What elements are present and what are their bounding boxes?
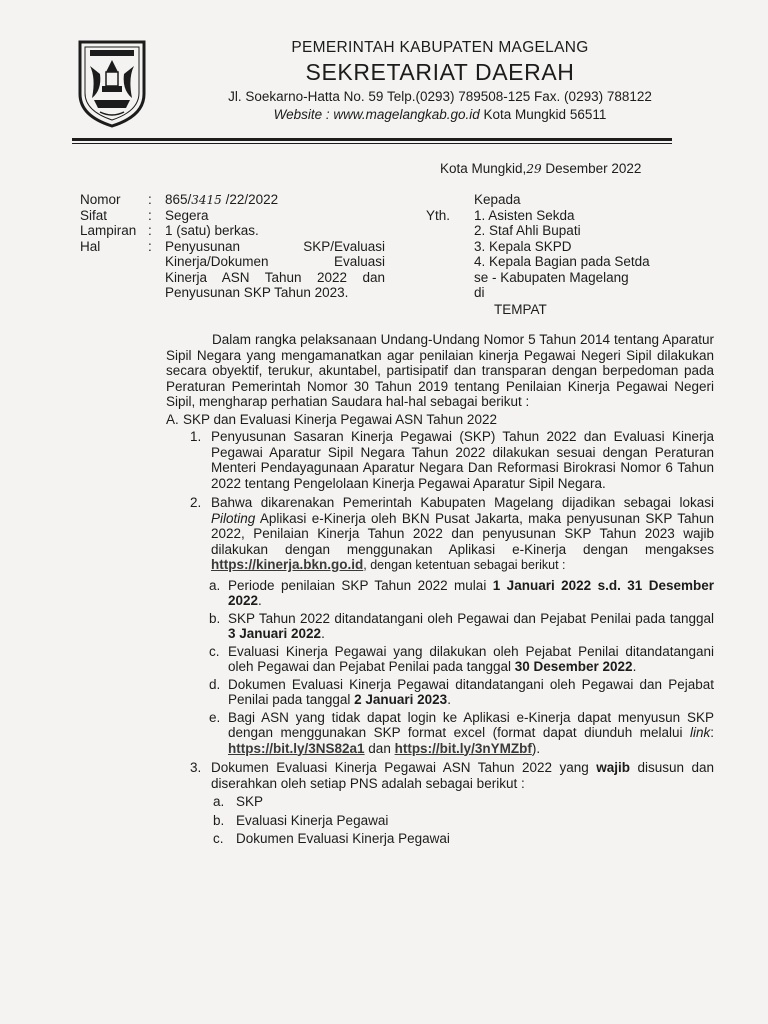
list-item: 3. Dokumen Evaluasi Kinerja Pegawai ASN Tahun 2022 yang wajib disusun dan diserahkan oleh setiap PNS adalah sebagai berikut : xyxy=(190,760,714,791)
intro-paragraph: Dalam rangka pelaksanaan Undang-Undang Nomor 5 Tahun 2014 tentang Aparatur Sipil Negara yang mengamanatkan agar penilaian kinerja Pegawai Negeri Sipil dilakukan secara obyektif, terukur, akuntabel, partisipatif dan transparan dengan berpedoman pada Peraturan Pemerintah Nomor 30 Tahun 2019 tentang Penilaian Kinerja Pegawai Negeri Sipil, mengharap perhatian Saudara hal-hal sebagai berikut : xyxy=(166,332,714,409)
yth-label: Yth. xyxy=(426,207,451,223)
excel-link-2[interactable]: https://bit.ly/3nYMZbf xyxy=(394,740,532,756)
meta-hal-value: Penyusunan SKP/Evaluasi Kinerja/Dokumen Evaluasi Kinerja ASN Tahun 2022 dan Penyusunan SKP Tahun 2023. xyxy=(165,238,385,300)
letter-page: PEMERINTAH KABUPATEN MAGELANG SEKRETARIAT DAERAH Jl. Soekarno-Hatta No. 59 Telp.(0293) 789508-125 Fax. (0293) 788122 Website : www.magelangkab.go.id Kota Mungkid 56511 Kota Mungkid,29 Desember 2022 Nomor : 865/3415 /22/2022 Sifat : Segera Lampiran : 1 (satu) berkas. Hal : Penyusunan SKP/Evaluasi Kinerja/Dokumen Evaluasi Kinerja ASN Tahun 2022 dan Penyusunan SKP Tahun 2023. Kepada Yth. 1. Asisten Sekda 2. Staf Ahli Bupati 3. Kepala SKPD 4. Kepala Bagian pada Setda se - Kabupaten Magelang di TEMPAT Dalam rangka pelaksanaan Undang-Undang Nomor 5 Tahun 2014 tentang Aparatur Sipil Negara yang mengamanatkan agar penilaian kinerja Pegawai Negeri Sipil dilakukan secara obyektif, terukur, akuntabel, partisipatif dan transparan dengan berpedoman pada Peraturan Pemerintah Nomor 30 Tahun 2019 tentang Penilaian Kinerja Pegawai Negeri Sipil, mengharap perhatian Saudara hal-hal sebagai berikut : A. SKP dan Evaluasi Kinerja Pegawai ASN Tahun 2022 1. Penyusunan Sasaran Kinerja Pegawai (SKP) Tahun 2022 dan Evaluasi Kinerja Pegawai Aparatur Sipil Negara Tahun 2022 dilakukan sesuai dengan Peraturan Menteri Pendayagunaan Aparatur Negara Dan Reformasi Birokrasi Nomor 6 Tahun 2022 tentang Pengelolaan Kinerja Pegawai Aparatur Sipil Negara. 2. Bahwa dikarenakan Pemerintah Kabupaten Magelang dijadikan sebagai lokasi Piloting Aplikasi e-Kinerja oleh BKN Pusat Jakarta, maka penyusunan SKP Tahun 2022, Penilaian Kinerja Tahun 2022 dan penyusunan SKP Tahun 2023 wajib dilakukan dengan menggunakan Aplikasi e-Kinerja dengan mengakses https://kinerja.bkn.go.id, dengan ketentuan sebagai berikut : a. Periode penilaian SKP Tahun 2022 mulai 1 Januari 2022 s.d. 31 Desember 2022. b. SKP Tahun 2022 ditandatangani oleh Pegawai dan Pejabat Penilai pada tanggal 3 Januari 2022. c. Evaluasi Kinerja Pegawai yang dilakukan oleh Pejabat Penilai ditandatangani oleh Pegawai dan Pejabat Penilai pada tanggal 30 Desember 2022. d. Dokumen Evaluasi Kinerja Pegawai ditandatangani oleh Pegawai dan Pejabat Penilai pada tanggal 2 Januari 2023. e. Bagi ASN yang tidak dapat login ke Aplikasi e-Kinerja dapat menyusun SKP dengan menggunakan SKP format excel (format dapat diunduh melalui link: https://bit.ly/3NS82a1 dan https://bit.ly/3nYMZbf). 3. Dokumen Evaluasi Kinerja Pegawai ASN Tahun 2022 yang wajib disusun dan diserahkan oleh setiap PNS adalah sebagai berikut : a. SKP b. Evaluasi Kinerja Pegawai c. Dokumen Evaluasi Kinerja Pegawai xyxy=(0,0,768,1024)
document-list-item: a. SKP xyxy=(213,794,264,809)
letterhead-rule-thick xyxy=(72,138,672,141)
section-a-heading: A. SKP dan Evaluasi Kinerja Pegawai ASN Tahun 2022 xyxy=(166,411,497,427)
website-city: Kota Mungkid 56511 xyxy=(479,107,607,122)
document-list-item: c. Dokumen Evaluasi Kinerja Pegawai xyxy=(213,831,450,846)
list-item: 1. Penyusunan Sasaran Kinerja Pegawai (SKP) Tahun 2022 dan Evaluasi Kinerja Pegawai Aparatur Sipil Negara Tahun 2022 dilakukan sesuai dengan Peraturan Menteri Pendayagunaan Aparatur Negara Dan Reformasi Birokrasi Nomor 6 Tahun 2022 tentang Pengelolaan Kinerja Pegawai Aparatur Sipil Negara. xyxy=(190,429,714,491)
document-list-item: b. Evaluasi Kinerja Pegawai xyxy=(213,812,389,828)
office-website-line xyxy=(160,106,720,124)
sub-item: b. SKP Tahun 2022 ditandatangani oleh Pegawai dan Pejabat Penilai pada tanggal 3 Januari 2022. xyxy=(209,610,714,641)
sub-item: d. Dokumen Evaluasi Kinerja Pegawai ditandatangani oleh Pegawai dan Pejabat Penilai pada tanggal 2 Januari 2023. xyxy=(209,676,714,707)
recipient-region: se - Kabupaten Magelang xyxy=(474,269,629,285)
letterhead xyxy=(160,38,720,124)
recipient-item: 1. Asisten Sekda xyxy=(474,207,575,223)
recipient-item: 3. Kepala SKPD xyxy=(474,238,572,254)
sub-item: a. Periode penilaian SKP Tahun 2022 mulai 1 Januari 2022 s.d. 31 Desember 2022. xyxy=(209,577,715,608)
magelang-coat-of-arms-logo xyxy=(76,38,148,130)
letter-date: Kota Mungkid,29 Desember 2022 xyxy=(440,161,642,176)
letter-body xyxy=(166,332,714,847)
recipient-di: di xyxy=(474,285,485,300)
sub-item: e. Bagi ASN yang tidak dapat login ke Aplikasi e-Kinerja dapat menyusun SKP dengan menggunakan SKP format excel (format dapat diunduh melalui link: https://bit.ly/3NS82a1 dan https://bit.ly/3nYMZbf). xyxy=(209,709,714,756)
ekinerja-link[interactable]: https://kinerja.bkn.go.id xyxy=(211,557,364,572)
website-text: Website : www.magelangkab.go.id xyxy=(273,107,480,122)
office-name: SEKRETARIAT DAERAH xyxy=(305,59,575,85)
list-item: 2. Bahwa dikarenakan Pemerintah Kabupaten Magelang dijadikan sebagai lokasi Piloting Aplikasi e-Kinerja oleh BKN Pusat Jakarta, maka penyusunan SKP Tahun 2022, Penilaian Kinerja Tahun 2022 dan penyusunan SKP Tahun 2023 wajib dilakukan dengan menggunakan Aplikasi e-Kinerja dengan mengakses https://kinerja.bkn.go.id, dengan ketentuan sebagai berikut : xyxy=(190,495,714,572)
recipient-block: Kepada Yth. 1. Asisten Sekda 2. Staf Ahli Bupati 3. Kepala SKPD 4. Kepala Bagian pada Setda se - Kabupaten Magelang di TEMPAT xyxy=(426,192,650,317)
sub-item: c. Evaluasi Kinerja Pegawai yang dilakukan oleh Pejabat Penilai ditandatangani oleh Pegawai dan Pejabat Penilai pada tanggal 30 Desember 2022. xyxy=(209,643,714,674)
excel-link-1[interactable]: https://bit.ly/3NS82a1 xyxy=(228,740,365,756)
recipient-item: 2. Staf Ahli Bupati xyxy=(474,223,581,238)
recipient-tempat: TEMPAT xyxy=(494,301,547,317)
recipient-item: 4. Kepala Bagian pada Setda xyxy=(474,254,650,269)
office-address: Jl. Soekarno-Hatta No. 59 Telp.(0293) 789508-125 Fax. (0293) 788122 xyxy=(228,89,652,104)
handwritten-day: 29 xyxy=(526,162,542,176)
letterhead-rule-thin xyxy=(72,143,672,144)
government-name: PEMERINTAH KABUPATEN MAGELANG xyxy=(291,39,589,56)
handwritten-number: 3415 xyxy=(191,193,222,207)
